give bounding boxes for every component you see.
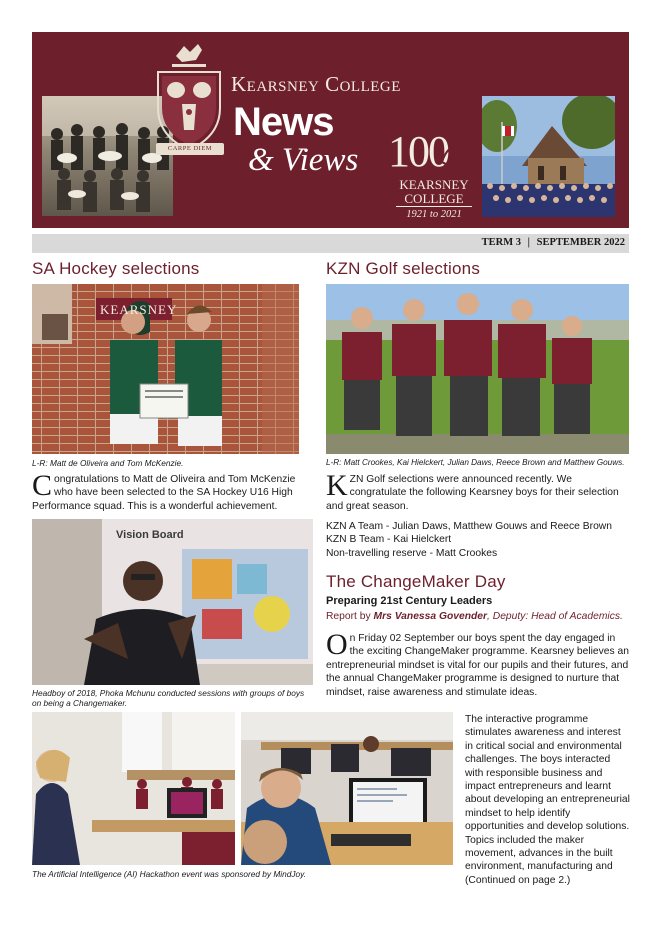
report-prefix: Report by — [326, 611, 374, 622]
changemaker-report-line — [326, 611, 630, 622]
golf-body-text: ZN Golf selections were announced recently. We congratulate the following Kearsney boys for their selection and great season. — [326, 474, 619, 512]
views-title: & Views — [248, 142, 359, 178]
issue-date: SEPTEMBER 2022 — [536, 237, 625, 248]
centenary-school: KEARSNEY COLLEGE — [399, 177, 469, 206]
hockey-dropcap: C — [32, 469, 53, 502]
issue-bar — [32, 234, 629, 253]
news-title: News — [233, 100, 334, 144]
golf-body — [326, 469, 626, 513]
changemaker-dropcap: O — [326, 628, 348, 661]
hockey-title: SA Hockey selections — [32, 259, 200, 278]
hockey-banner-text: KEARSNEY — [100, 302, 178, 317]
changemaker-subtitle: Preparing 21st Century Leaders — [326, 595, 493, 607]
centenary-number: 100 — [388, 127, 448, 176]
vision-board-screen-title: Vision Board — [116, 529, 184, 541]
hockey-body — [32, 469, 302, 513]
hockey-body-text: ongratulations to Matt de Oliveira and Tom McKenzie who have been selected to the SA Hockey U16 High Performance squad. This is a wonderful achievement. — [32, 474, 296, 512]
hockey-photo — [32, 284, 299, 454]
changemaker-para1 — [326, 628, 630, 699]
hackathon-caption: The Artificial Intelligence (AI) Hackathon event was sponsored by MindJoy. — [32, 869, 306, 879]
report-role: , Deputy: Head of Academics. — [487, 611, 623, 622]
changemaker-para1-text: n Friday 02 September our boys spent the day engaged in the exciting ChangeMaker programme. Kearsney believes an entrepreneurial mindset is vital for our pupils and their futures, and the annual ChangeMaker programme is designed to nurture that mindset, raise awareness and stimulate ideas. — [326, 633, 629, 698]
golf-title: KZN Golf selections — [326, 259, 481, 278]
issue-term: TERM 3 — [481, 237, 522, 248]
golf-team-b: KZN B Team - Kai Hielckert — [326, 534, 452, 546]
changemaker-para2: The interactive programme stimulates awareness and interest in critical social and environmental challenges. The boys interacted with responsible business and impact entrepreneurs and learnt about developing an entrepreneurial mindset to help identify opportunities and develop solutions. Topics included the maker movement, advances in the built environment, manufacturing and (Continued on page 2.) — [465, 714, 630, 886]
centenary-years: 1921 to 2021 — [406, 209, 462, 220]
issue-separator: | — [527, 237, 530, 248]
hackathon-photo-left — [32, 712, 235, 865]
hockey-caption: L-R: Matt de Oliveira and Tom McKenzie. — [32, 458, 184, 468]
report-author: Mrs Vanessa Govender — [373, 611, 488, 622]
school-name: Kearsney College — [231, 72, 401, 96]
golf-team-a: KZN A Team - Julian Daws, Matthew Gouws and Reece Brown — [326, 521, 612, 532]
masthead — [32, 32, 629, 228]
crest-motto: CARPE DIEM — [167, 145, 213, 152]
changemaker-title: The ChangeMaker Day — [326, 572, 506, 591]
golf-reserve: Non-travelling reserve - Matt Crookes — [326, 547, 498, 559]
crest-motto-ribbon — [156, 143, 224, 155]
golf-team-list — [326, 520, 626, 560]
centenary-divider — [396, 206, 472, 207]
springbok-emblem — [434, 132, 474, 172]
vision-board-photo — [32, 519, 313, 685]
vision-board-caption: Headboy of 2018, Phoka Mchunu conducted sessions with groups of boys on being a Changemaker. — [32, 688, 305, 708]
golf-dropcap: K — [326, 469, 348, 502]
hackathon-photo-right — [241, 712, 453, 865]
golf-photo — [326, 284, 629, 454]
chapel-photo — [482, 96, 615, 217]
golf-caption: L-R: Matt Crookes, Kai Hielckert, Julian Daws, Reece Brown and Matthew Gouws. — [326, 458, 625, 467]
